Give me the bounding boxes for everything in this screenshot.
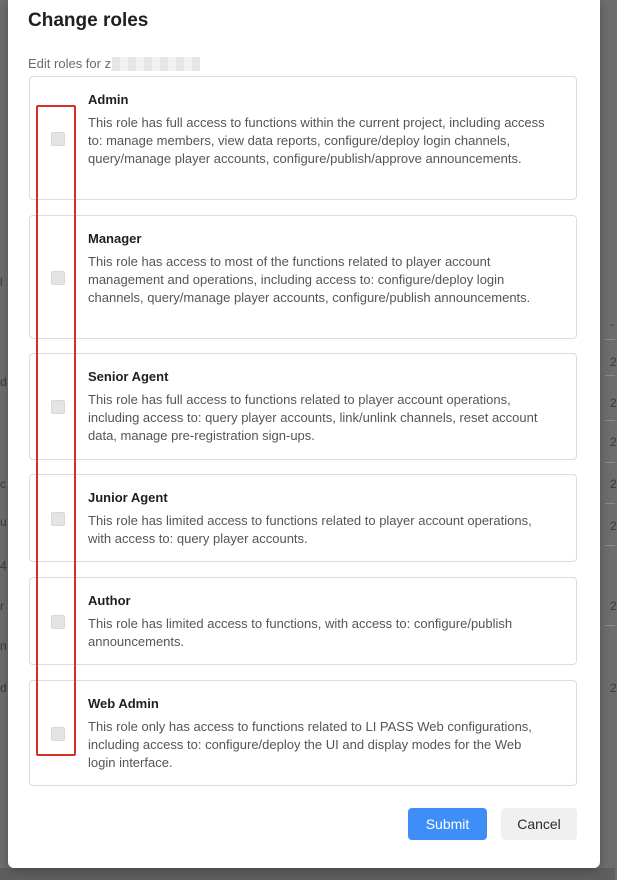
- background-text-fragment: d: [0, 375, 7, 389]
- background-row-divider: [605, 375, 615, 376]
- dialog-title: Change roles: [28, 10, 149, 31]
- role-description: This role has limited access to functions, with access to: configure/publish announcements.: [88, 616, 513, 649]
- role-description: This role only has access to functions related to LI PASS Web configurations, including access to: configure/deploy the UI and display modes for the Web login interface.: [88, 719, 532, 770]
- role-checkbox-admin[interactable]: [51, 132, 65, 146]
- background-text-fragment: 4: [0, 559, 7, 573]
- role-name: Senior Agent: [88, 369, 169, 384]
- role-checkbox-manager[interactable]: [51, 271, 65, 285]
- background-row-divider: [605, 462, 615, 463]
- role-checkbox-senior-agent[interactable]: [51, 400, 65, 414]
- background-row-divider: [605, 503, 615, 504]
- role-name: Manager: [88, 231, 142, 246]
- background-text-fragment: 2: [610, 396, 617, 410]
- background-text-fragment: c: [0, 477, 6, 491]
- role-description: This role has full access to functions related to player account operations, including access to: query player accounts, link/unlink channels, reset account data, manage pre-registration sign-ups.: [88, 392, 538, 443]
- role-description: This role has full access to functions within the current project, including access to: manage members, view data reports, configure/deploy login channels, query/manage player accounts, configure/publish/approve announcements.: [88, 115, 545, 166]
- role-name: Author: [88, 593, 131, 608]
- background-text-fragment: 2: [610, 681, 617, 695]
- change-roles-dialog: [8, 0, 600, 868]
- role-checkbox-web-admin[interactable]: [51, 727, 65, 741]
- role-name: Junior Agent: [88, 490, 168, 505]
- background-row-divider: [605, 420, 615, 421]
- role-card-web-admin[interactable]: [29, 680, 577, 786]
- background-page-bottom: [0, 868, 615, 880]
- redacted-username: [112, 57, 200, 71]
- role-description: This role has access to most of the functions related to player account management and operations, including access to: configure/deploy login channels, query/manage player accounts, configure/publish announcements.: [88, 254, 531, 305]
- background-text-fragment: d: [0, 681, 7, 695]
- submit-button[interactable]: Submit: [408, 808, 487, 840]
- background-text-fragment: l: [0, 275, 3, 289]
- background-text-fragment: 2: [610, 519, 617, 533]
- background-text-fragment: 2: [610, 599, 617, 613]
- role-card-manager[interactable]: [29, 215, 577, 339]
- background-text-fragment: n: [0, 639, 7, 653]
- cancel-button[interactable]: Cancel: [501, 808, 577, 840]
- role-checkbox-junior-agent[interactable]: [51, 512, 65, 526]
- background-row-divider: [605, 625, 615, 626]
- edit-roles-for-label: Edit roles for z: [28, 56, 112, 71]
- role-card-admin[interactable]: [29, 76, 577, 200]
- background-row-divider: [605, 339, 615, 340]
- role-card-junior-agent[interactable]: [29, 474, 577, 562]
- background-text-fragment: u: [0, 515, 7, 529]
- dialog-subtitle: [28, 56, 200, 72]
- role-description: This role has limited access to functions related to player account operations, with access to: query player accounts.: [88, 513, 532, 546]
- role-checkbox-author[interactable]: [51, 615, 65, 629]
- role-name: Web Admin: [88, 696, 159, 711]
- background-text-fragment: 2: [610, 355, 617, 369]
- background-text-fragment: 2: [610, 477, 617, 491]
- background-text-fragment: 2: [610, 435, 617, 449]
- background-text-fragment: r: [0, 599, 4, 613]
- background-row-divider: [605, 545, 615, 546]
- background-text-fragment: -: [610, 317, 614, 331]
- role-name: Admin: [88, 92, 129, 107]
- role-card-senior-agent[interactable]: [29, 353, 577, 460]
- role-card-author[interactable]: [29, 577, 577, 665]
- background-page-left: [0, 0, 8, 880]
- background-page-right: [600, 0, 615, 880]
